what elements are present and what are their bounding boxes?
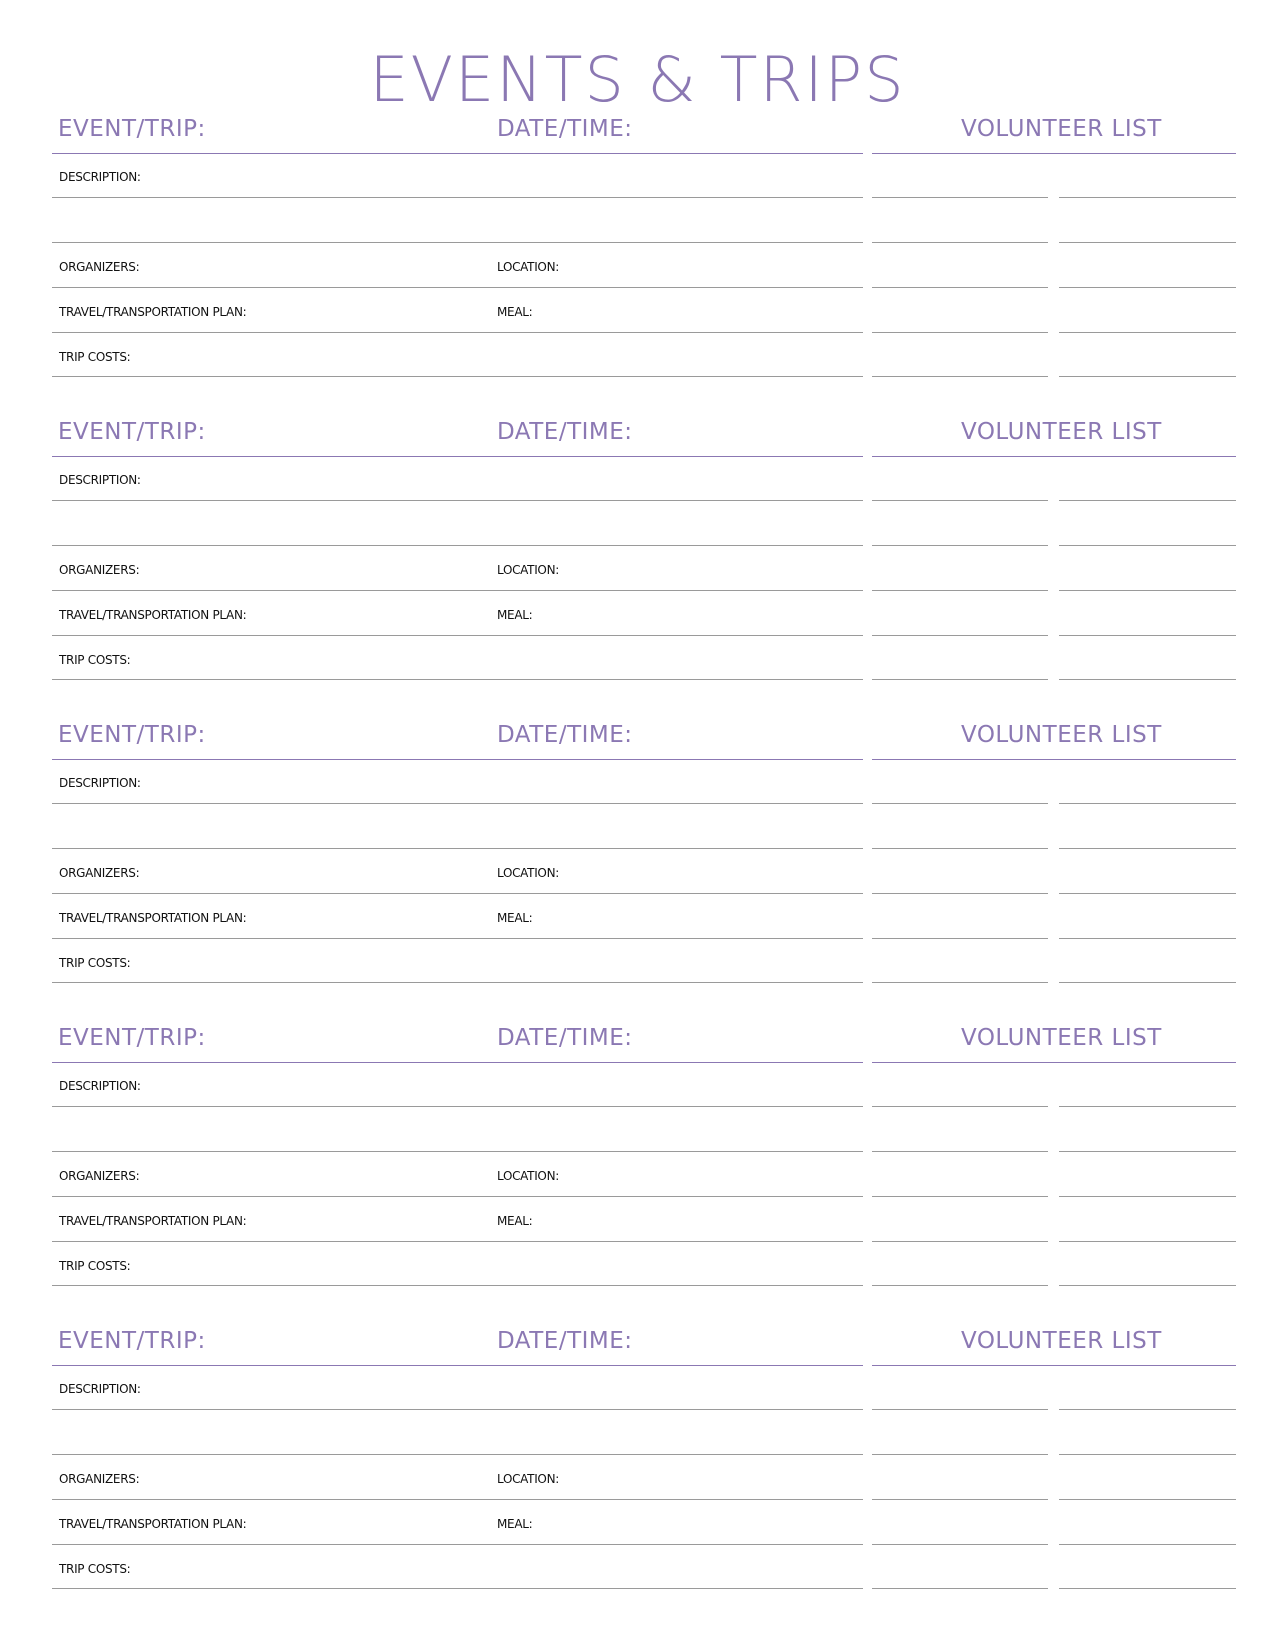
volunteer-line[interactable] [1059,197,1236,198]
volunteer-line[interactable] [872,1588,1048,1589]
meal-label: MEAL: [497,608,533,622]
form-writing-line[interactable] [52,679,863,680]
volunteer-line[interactable] [872,197,1048,198]
volunteer-line[interactable] [872,287,1048,288]
volunteer-line[interactable] [1059,590,1236,591]
volunteer-line[interactable] [1059,1151,1236,1152]
trip-costs-label: TRIP COSTS: [59,350,131,364]
volunteer-line[interactable] [1059,679,1236,680]
volunteer-line[interactable] [1059,545,1236,546]
volunteer-line[interactable] [872,848,1048,849]
volunteer-line[interactable] [1059,376,1236,377]
trip-costs-label: TRIP COSTS: [59,653,131,667]
description-label: DESCRIPTION: [59,1382,141,1396]
volunteer-line[interactable] [872,679,1048,680]
form-writing-line[interactable] [52,848,863,849]
date-time-label: DATE/TIME: [497,116,633,142]
form-writing-line[interactable] [52,1151,863,1152]
location-label: LOCATION: [497,563,559,577]
travel-plan-label: TRAVEL/TRANSPORTATION PLAN: [59,1517,247,1531]
form-writing-line[interactable] [52,1241,863,1242]
volunteer-line[interactable] [1059,938,1236,939]
trip-costs-label: TRIP COSTS: [59,956,131,970]
volunteer-list-heading: VOLUNTEER LIST [961,722,1162,748]
volunteer-line[interactable] [872,1499,1048,1500]
volunteer-line[interactable] [1059,803,1236,804]
form-writing-line[interactable] [52,197,863,198]
volunteer-line[interactable] [872,376,1048,377]
event-section [0,1322,1275,1576]
volunteer-line[interactable] [1059,332,1236,333]
description-label: DESCRIPTION: [59,170,141,184]
form-writing-line[interactable] [52,287,863,288]
header-rule-right [872,153,1236,154]
volunteer-line[interactable] [1059,635,1236,636]
volunteer-line[interactable] [1059,1409,1236,1410]
form-writing-line[interactable] [52,332,863,333]
volunteer-line[interactable] [872,982,1048,983]
event-trip-label: EVENT/TRIP: [58,116,206,142]
event-trip-label: EVENT/TRIP: [58,1025,206,1051]
location-label: LOCATION: [497,1472,559,1486]
volunteer-line[interactable] [872,938,1048,939]
date-time-label: DATE/TIME: [497,722,633,748]
volunteer-line[interactable] [1059,1285,1236,1286]
organizers-label: ORGANIZERS: [59,260,140,274]
header-rule-right [872,456,1236,457]
volunteer-line[interactable] [1059,982,1236,983]
form-writing-line[interactable] [52,938,863,939]
volunteer-line[interactable] [872,242,1048,243]
form-writing-line[interactable] [52,893,863,894]
organizers-label: ORGANIZERS: [59,1169,140,1183]
form-writing-line[interactable] [52,1454,863,1455]
volunteer-line[interactable] [872,1106,1048,1107]
volunteer-line[interactable] [1059,1241,1236,1242]
trip-costs-label: TRIP COSTS: [59,1562,131,1576]
event-section [0,413,1275,667]
event-section [0,110,1275,364]
header-rule-right [872,1062,1236,1063]
header-rule-left [52,759,863,760]
form-writing-line[interactable] [52,803,863,804]
volunteer-line[interactable] [872,893,1048,894]
form-writing-line[interactable] [52,376,863,377]
header-rule-left [52,1062,863,1063]
volunteer-line[interactable] [1059,1106,1236,1107]
meal-label: MEAL: [497,911,533,925]
event-section [0,1019,1275,1273]
volunteer-line[interactable] [872,500,1048,501]
volunteer-line[interactable] [1059,1588,1236,1589]
trip-costs-label: TRIP COSTS: [59,1259,131,1273]
meal-label: MEAL: [497,1517,533,1531]
form-writing-line[interactable] [52,1499,863,1500]
header-rule-left [52,153,863,154]
volunteer-list-heading: VOLUNTEER LIST [961,116,1162,142]
volunteer-line[interactable] [872,1151,1048,1152]
meal-label: MEAL: [497,305,533,319]
header-rule-right [872,759,1236,760]
volunteer-line[interactable] [872,1241,1048,1242]
event-trip-label: EVENT/TRIP: [58,1328,206,1354]
volunteer-line[interactable] [1059,242,1236,243]
location-label: LOCATION: [497,1169,559,1183]
travel-plan-label: TRAVEL/TRANSPORTATION PLAN: [59,911,247,925]
volunteer-line[interactable] [872,590,1048,591]
volunteer-line[interactable] [1059,287,1236,288]
form-writing-line[interactable] [52,242,863,243]
volunteer-line[interactable] [872,1285,1048,1286]
volunteer-line[interactable] [1059,893,1236,894]
form-writing-line[interactable] [52,500,863,501]
event-section [0,716,1275,970]
volunteer-list-heading: VOLUNTEER LIST [961,1328,1162,1354]
volunteer-line[interactable] [872,803,1048,804]
description-label: DESCRIPTION: [59,776,141,790]
volunteer-line[interactable] [1059,500,1236,501]
form-writing-line[interactable] [52,982,863,983]
form-writing-line[interactable] [52,1285,863,1286]
location-label: LOCATION: [497,866,559,880]
volunteer-line[interactable] [872,1409,1048,1410]
volunteer-line[interactable] [872,1196,1048,1197]
travel-plan-label: TRAVEL/TRANSPORTATION PLAN: [59,608,247,622]
meal-label: MEAL: [497,1214,533,1228]
event-trip-label: EVENT/TRIP: [58,722,206,748]
form-writing-line[interactable] [52,1588,863,1589]
volunteer-line[interactable] [872,1544,1048,1545]
header-rule-left [52,456,863,457]
date-time-label: DATE/TIME: [497,1328,633,1354]
form-writing-line[interactable] [52,1196,863,1197]
page-title: EVENTS & TRIPS [369,43,906,116]
volunteer-line[interactable] [1059,1544,1236,1545]
volunteer-list-heading: VOLUNTEER LIST [961,419,1162,445]
volunteer-list-heading: VOLUNTEER LIST [961,1025,1162,1051]
header-rule-left [52,1365,863,1366]
event-trip-label: EVENT/TRIP: [58,419,206,445]
form-writing-line[interactable] [52,590,863,591]
volunteer-line[interactable] [1059,1499,1236,1500]
location-label: LOCATION: [497,260,559,274]
form-writing-line[interactable] [52,635,863,636]
volunteer-line[interactable] [1059,1454,1236,1455]
form-writing-line[interactable] [52,1544,863,1545]
volunteer-line[interactable] [872,545,1048,546]
description-label: DESCRIPTION: [59,1079,141,1093]
header-rule-right [872,1365,1236,1366]
volunteer-line[interactable] [872,635,1048,636]
organizers-label: ORGANIZERS: [59,866,140,880]
description-label: DESCRIPTION: [59,473,141,487]
volunteer-line[interactable] [872,332,1048,333]
date-time-label: DATE/TIME: [497,419,633,445]
travel-plan-label: TRAVEL/TRANSPORTATION PLAN: [59,1214,247,1228]
form-writing-line[interactable] [52,1106,863,1107]
organizers-label: ORGANIZERS: [59,563,140,577]
volunteer-line[interactable] [1059,848,1236,849]
date-time-label: DATE/TIME: [497,1025,633,1051]
travel-plan-label: TRAVEL/TRANSPORTATION PLAN: [59,305,247,319]
volunteer-line[interactable] [1059,1196,1236,1197]
volunteer-line[interactable] [872,1454,1048,1455]
form-writing-line[interactable] [52,545,863,546]
form-writing-line[interactable] [52,1409,863,1410]
organizers-label: ORGANIZERS: [59,1472,140,1486]
